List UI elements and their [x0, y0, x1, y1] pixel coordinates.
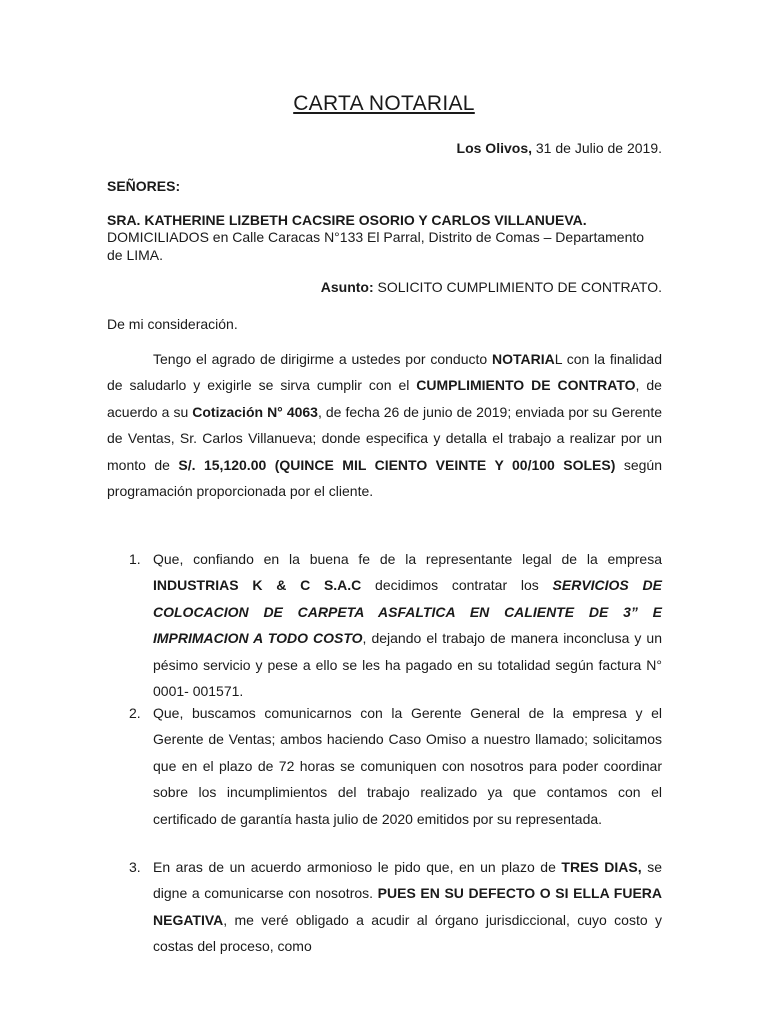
list-item-text: En aras de un acuerdo armonioso le pido que, en un plazo de	[153, 859, 562, 875]
paragraph-text: L con la finalidad de saludarlo y exigirle se sirva cumplir con el	[107, 351, 662, 394]
addressee: SRA. KATHERINE LIZBETH CACSIRE OSORIO Y CARLOS VILLANUEVA.	[107, 212, 587, 228]
list-item-text: , me veré obligado a acudir al órgano jurisdiccional, cuyo costo y costas del proceso, como	[153, 911, 662, 955]
paragraph-text: , de acuerdo a su	[107, 377, 662, 420]
list-item	[107, 854, 662, 960]
paragraph-text: , de fecha 26 de junio de 2019; enviada por su Gerente de Ventas, Sr. Carlos Villanueva; donde especifica y detalla el trabajo a realizar por un monto de	[107, 403, 662, 473]
paragraph-text: según programación proporcionada por el cliente.	[107, 456, 662, 500]
list-item-text: , dejando el trabajo de manera inconclusa y un pésimo servicio y pese a ello se les ha pagado en su totalidad según factura N° 0001- 001571.	[153, 630, 662, 700]
list-item-number: 2.	[129, 705, 141, 721]
paragraph-bold-quote: Cotización N° 4063	[192, 403, 318, 420]
numbered-list	[107, 546, 662, 704]
numbered-list	[107, 854, 662, 960]
subject-label: Asunto:	[320, 279, 374, 295]
list-item	[107, 546, 662, 704]
subject-text: SOLICITO CUMPLIMIENTO DE CONTRATO.	[373, 279, 662, 295]
list-item-number: 1.	[129, 551, 141, 567]
address: DOMICILIADOS en Calle Caracas N°133 El Parral, Distrito de Comas – Departamento de LIMA.	[107, 229, 645, 263]
date-place: Los Olivos,	[456, 140, 532, 156]
list-item-bold-warning: PUES EN SU DEFECTO O SI ELLA FUERA NEGATIVA	[153, 885, 662, 928]
list-item-bold-days: TRES DIAS,	[561, 859, 642, 875]
paragraph-text: Tengo el agrado de dirigirme a ustedes por conducto	[153, 351, 492, 367]
greeting: De mi consideración.	[107, 316, 238, 332]
list-item-bold-italic-service: SERVICIOS DE COLOCACION DE CARPETA ASFALTICA EN CALIENTE DE 3” E IMPRIMACION A TODO COSTO	[153, 577, 662, 647]
letter-title: CARTA NOTARIAL	[293, 92, 475, 115]
list-item-bold-company: INDUSTRIAS K & C S.A.C	[153, 577, 362, 594]
date-text: 31 de Julio de 2019.	[532, 140, 662, 156]
list-item-text: decidimos contratar los	[361, 577, 553, 594]
paragraph-bold-amount: S/. 15,120.00 (QUINCE MIL CIENTO VEINTE Y 00/100 SOLES)	[178, 456, 616, 473]
paragraph-bold-notaria: NOTARIA	[491, 351, 555, 367]
recipients-header: SEÑORES:	[107, 178, 181, 194]
letter-date	[457, 140, 662, 156]
paragraph-bold-contract: CUMPLIMIENTO DE CONTRATO	[416, 377, 636, 394]
list-item-number: 3.	[129, 859, 141, 875]
list-item-text: se digne a comunicarse con nosotros.	[153, 859, 662, 902]
subject-line	[321, 279, 662, 295]
list-item	[107, 700, 662, 832]
numbered-list	[107, 700, 662, 832]
body-paragraph	[107, 346, 662, 504]
list-item-text: Que, confiando en la buena fe de la representante legal de la empresa	[153, 551, 662, 567]
list-item-text: Que, buscamos comunicarnos con la Gerente General de la empresa y el Gerente de Ventas; ambos haciendo Caso Omiso a nuestro llamado; solicitamos que en el plazo de 72 horas se comuniquen con nosotros para poder coordinar sobre los incumplimientos del trabajo realizado ya que contamos con el certificado de garantía hasta julio de 2020 emitidos por su representada.	[153, 705, 662, 827]
